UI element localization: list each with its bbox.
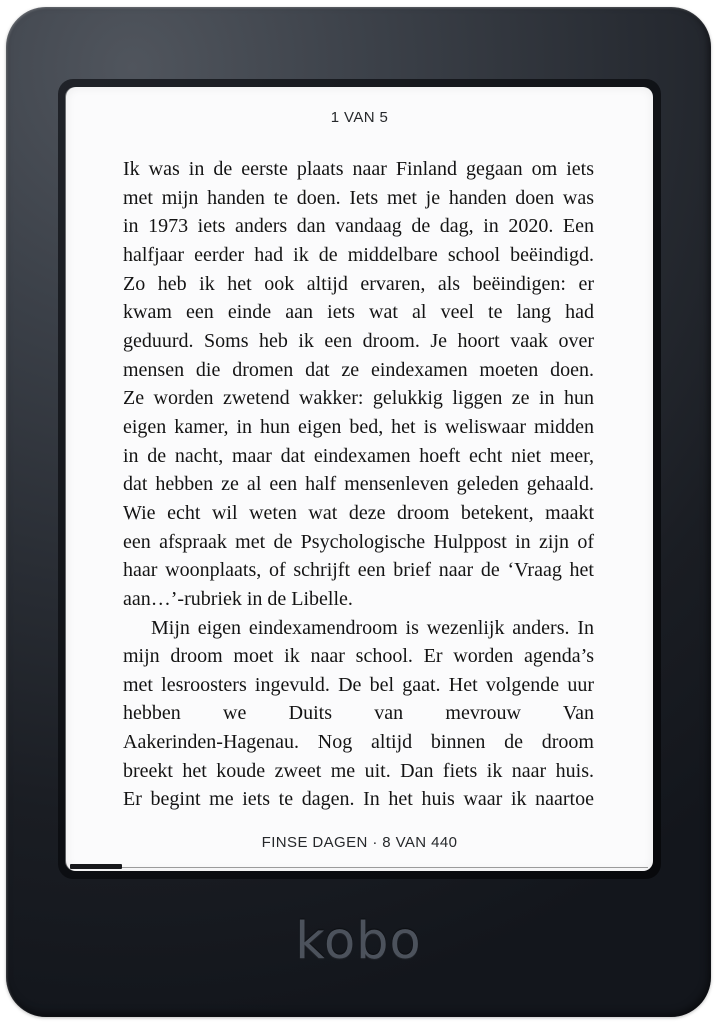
ereader-device <box>6 7 711 1017</box>
progress-fill <box>70 864 122 869</box>
text-line: met mijn handen te doen. Iets met je handen doen was <box>123 186 594 209</box>
eink-screen[interactable] <box>66 87 653 871</box>
text-line: eigen kamer, in hun eigen bed, het is weliswaar midden <box>123 415 594 438</box>
book-progress-label: FINSE DAGEN · 8 VAN 440 <box>261 834 458 851</box>
text-line: kwam een einde aan iets wat al veel te lang had <box>123 301 594 324</box>
paragraph <box>123 155 594 614</box>
text-line: Er begint me iets te dagen. In het huis waar ik naartoe <box>123 788 594 811</box>
text-line: in de nacht, maar dat eindexamen hoeft echt niet meer, <box>123 444 594 467</box>
text-line: Wie echt wil weten wat deze droom betekent, maakt <box>123 501 594 524</box>
text-line: Zo heb ik het ook altijd ervaren, als beëindigen: er <box>123 272 594 295</box>
text-line: aan…’-rubriek in de Libelle. <box>123 587 353 610</box>
text-line: een afspraak met de Psychologische Hulppost in zijn of <box>123 530 594 553</box>
text-line: Mijn eigen eindexamendroom is wezenlijk anders. In <box>151 616 594 639</box>
kobo-logo: kobo <box>295 912 422 971</box>
reading-progress-bar <box>70 862 648 871</box>
page-text[interactable] <box>123 155 594 814</box>
progress-track <box>70 867 648 868</box>
text-line: Aakerinden-Hagenau. Nog altijd binnen de droom <box>123 731 594 754</box>
paragraph <box>123 614 594 815</box>
text-line: Ik was in de eerste plaats naar Finland gegaan om iets <box>123 158 594 180</box>
text-line: met lesroosters ingevuld. De bel gaat. Het volgende uur <box>123 673 594 696</box>
text-line: haar woonplaats, of schrijft een brief naar de ‘Vraag het <box>123 559 594 582</box>
text-line: mensen die dromen dat ze eindexamen moeten doen. <box>123 358 594 381</box>
text-line: halfjaar eerder had ik de middelbare school beëindigd. <box>123 243 594 266</box>
text-line: in 1973 iets anders dan vandaag de dag, in 2020. Een <box>123 215 594 238</box>
text-line: hebben we Duits van mevrouw Van <box>123 702 594 725</box>
text-line: dat hebben ze al een half mensenleven geleden gehaald. <box>123 473 594 496</box>
text-line: geduurd. Soms heb ik een droom. Je hoort vaak over <box>123 329 594 352</box>
text-line: Ze worden zwetend wakker: gelukkig liggen ze in hun <box>123 387 594 410</box>
text-line: breekt het koude zweet me uit. Dan fiets ik naar huis. <box>123 759 594 782</box>
text-line: mijn droom moet ik naar school. Er worden agenda’s <box>123 645 594 668</box>
chapter-progress-label: 1 VAN 5 <box>330 109 389 126</box>
